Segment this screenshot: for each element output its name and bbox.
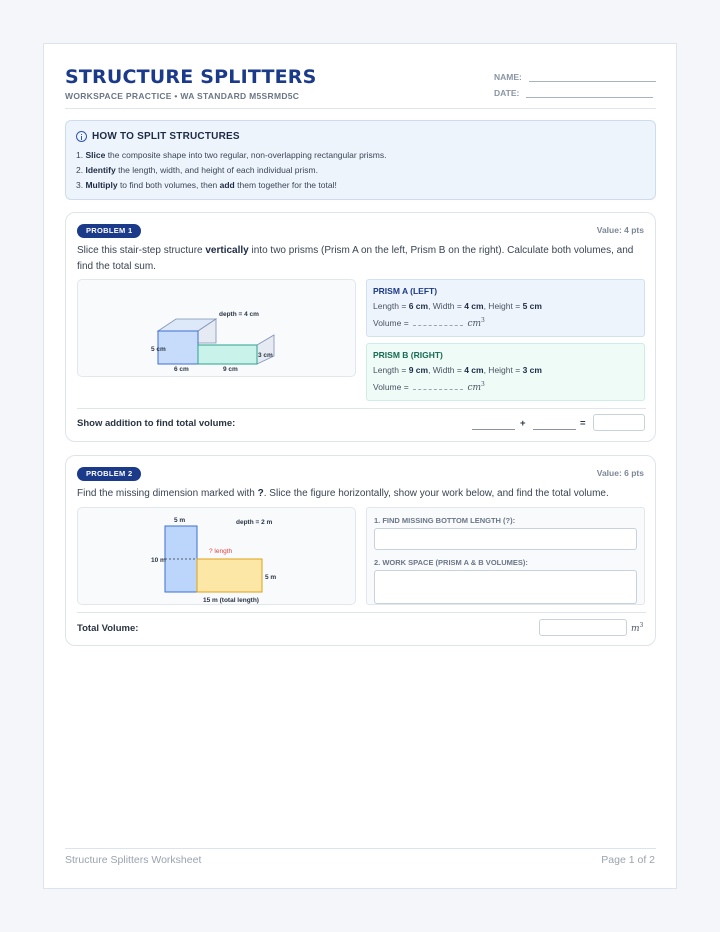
- info-icon: [76, 131, 87, 142]
- work-space-input[interactable]: [374, 570, 637, 604]
- header-divider: [65, 108, 656, 109]
- page-title: STRUCTURE SPLITTERS: [65, 66, 317, 88]
- prism-b-title: PRISM B (RIGHT): [373, 350, 443, 360]
- problem-1-prompt: Slice this stair-step structure vertically into two prisms (Prism A on the left, Prism B on the right). Calculate both volumes, and find the total sum.: [77, 245, 634, 272]
- how-to-box: [65, 120, 656, 200]
- step-2-label: 2. WORK SPACE (PRISM A & B VOLUMES):: [374, 558, 528, 567]
- prism-b-panel: [366, 343, 645, 401]
- prism-b-dimensions: Length = 9 cm, Width = 4 cm, Height = 3 cm: [373, 365, 542, 375]
- prism-a-panel: [366, 279, 645, 337]
- prism-a-volume-blank[interactable]: [413, 318, 463, 326]
- left-length-label: 6 cm: [174, 366, 189, 373]
- right-length-label: 9 cm: [223, 366, 238, 373]
- addend-2-blank[interactable]: [533, 429, 576, 430]
- problem-2-divider: [77, 612, 646, 613]
- right-height-label: 3 cm: [258, 352, 273, 359]
- depth-label-2: depth = 2 m: [236, 519, 273, 526]
- bottom-block: [197, 559, 262, 592]
- prism-b-volume: Volume = $cm^3$: [373, 381, 485, 393]
- problem-2-card: [65, 455, 656, 646]
- work-panel: [366, 507, 645, 605]
- missing-length-input[interactable]: [374, 528, 637, 550]
- step-1-label: 1. FIND MISSING BOTTOM LENGTH (?):: [374, 516, 516, 525]
- problem-1-diagram: [77, 279, 356, 377]
- problem-1-divider: [77, 408, 646, 409]
- depth-label: depth = 4 cm: [219, 311, 259, 318]
- problem-2-value: Value: 6 pts: [596, 468, 644, 478]
- problem-2-diagram: [77, 507, 356, 605]
- how-to-step-1: 1. Slice the composite shape into two regular, non-overlapping rectangular prisms.: [76, 150, 387, 160]
- name-line[interactable]: [529, 81, 656, 82]
- how-to-step-3: 3. Multiply to find both volumes, then add them together for the total!: [76, 180, 337, 190]
- total-volume-input-2[interactable]: [539, 619, 627, 636]
- prism-b-side-face: [257, 335, 274, 364]
- prism-b-front-face: [198, 345, 257, 364]
- page-number: Page 1 of 2: [601, 854, 655, 866]
- total-volume-unit: $m^3$: [631, 622, 644, 634]
- problem-1-card: [65, 212, 656, 442]
- plus-sign: +: [520, 418, 526, 429]
- sum-label: Show addition to find total volume:: [77, 418, 236, 429]
- missing-length-label: ? length: [209, 548, 233, 555]
- total-volume-label: Total Volume:: [77, 623, 139, 634]
- footer-divider: [65, 848, 656, 849]
- prism-a-dimensions: Length = 6 cm, Width = 4 cm, Height = 5 cm: [373, 301, 542, 311]
- problem-2-prompt: Find the missing dimension marked with ?. Slice the figure horizontally, show your work below, and find the total volume.: [77, 488, 609, 499]
- problem-1-badge: PROBLEM 1: [77, 224, 141, 238]
- name-label: NAME:: [494, 72, 522, 82]
- name-field[interactable]: [494, 72, 522, 82]
- addend-1-blank[interactable]: [472, 429, 515, 430]
- date-line[interactable]: [526, 97, 653, 98]
- stair-step-figure: [78, 280, 357, 378]
- date-label: DATE:: [494, 88, 520, 98]
- left-height-label: 5 cm: [151, 346, 166, 353]
- problem-1-value: Value: 4 pts: [596, 225, 644, 235]
- worksheet-page: [43, 43, 677, 889]
- footer-title: Structure Splitters Worksheet: [65, 854, 202, 866]
- left-height-label-2: 10 m: [151, 557, 166, 564]
- prism-b-volume-blank[interactable]: [413, 382, 463, 390]
- right-height-label-2: 5 m: [265, 574, 277, 581]
- prism-a-volume: Volume = $cm^3$: [373, 317, 485, 329]
- l-shape-figure: [78, 508, 357, 606]
- date-field[interactable]: [494, 88, 519, 98]
- page-subtitle: WORKSPACE PRACTICE • WA STANDARD M5SRMD5C: [65, 91, 300, 101]
- how-to-step-2: 2. Identify the length, width, and height of each individual prism.: [76, 165, 318, 175]
- top-width-label: 5 m: [174, 517, 186, 524]
- total-volume-input[interactable]: [593, 414, 645, 431]
- prism-a-title: PRISM A (LEFT): [373, 286, 438, 296]
- how-to-title: HOW TO SPLIT STRUCTURES: [92, 131, 240, 142]
- equals-sign: =: [580, 418, 586, 429]
- problem-2-badge: PROBLEM 2: [77, 467, 141, 481]
- total-length-label: 15 m (total length): [203, 597, 259, 604]
